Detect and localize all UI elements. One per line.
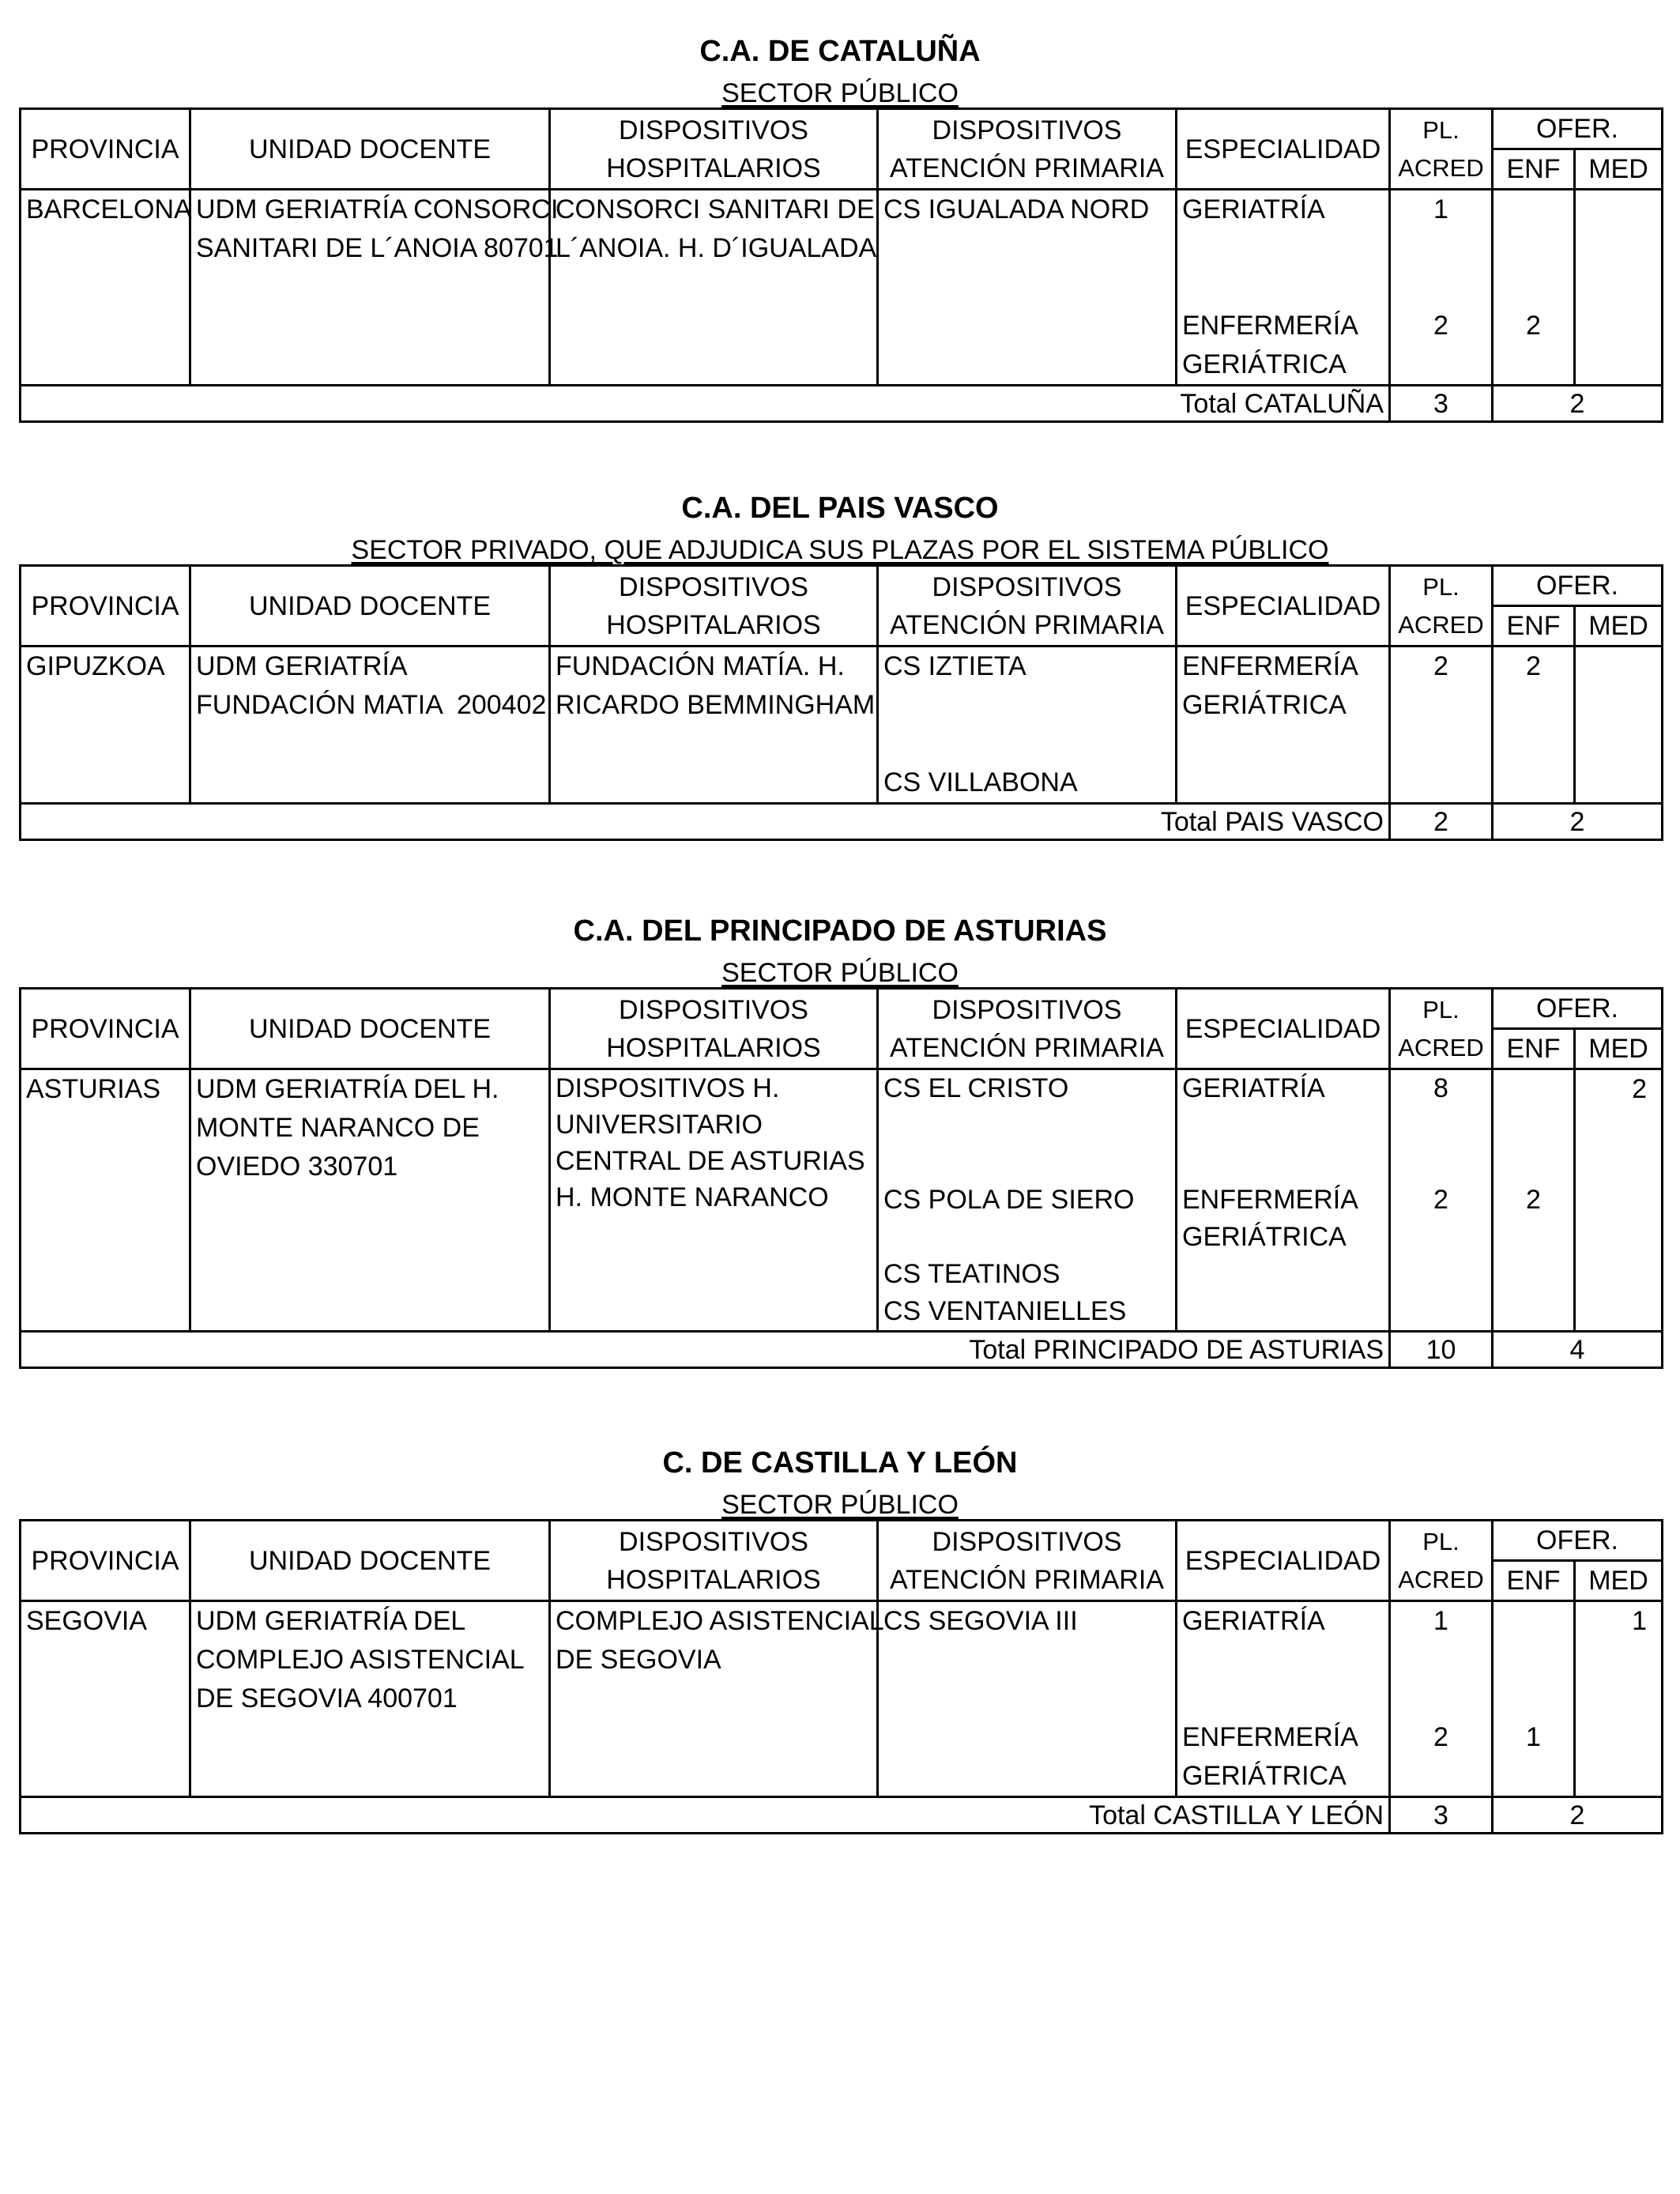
cell-especialidad: GERIATRÍA ENFERMERÍA GERIÁTRICA [1177, 1601, 1390, 1797]
cell-unidad-docente: UDM GERIATRÍA FUNDACIÓN MATIA 200402 [190, 647, 550, 804]
cell-provincia: BARCELONA [21, 190, 190, 386]
header-ofer: OFER. [1493, 566, 1663, 606]
total-ofer: 4 [1493, 1332, 1663, 1368]
cell-hospitalarios: FUNDACIÓN MATÍA. H. RICARDO BEMMINGHAM [550, 647, 878, 804]
total-acred: 3 [1390, 1797, 1493, 1834]
table-row [21, 1069, 1663, 1332]
section-title: C. DE CASTILLA Y LEÓN [662, 1446, 1018, 1480]
header-pl-acred: PL. ACRED [1390, 989, 1493, 1069]
header-especialidad: ESPECIALIDAD [1177, 1521, 1390, 1601]
cell-provincia: ASTURIAS [21, 1069, 190, 1332]
cell-acred: 8 2 [1390, 1069, 1493, 1332]
section-title: C.A. DEL PRINCIPADO DE ASTURIAS [573, 914, 1107, 948]
cell-especialidad: GERIATRÍA ENFERMERÍA GERIÁTRICA [1177, 1069, 1390, 1332]
total-acred: 3 [1390, 386, 1493, 422]
table-row [21, 190, 1663, 386]
header-med: MED [1575, 1029, 1663, 1069]
cell-enf: 2 [1493, 190, 1575, 386]
cell-atencion-primaria: CS SEGOVIA III [878, 1601, 1177, 1797]
header-pl-acred: PL. ACRED [1390, 109, 1493, 190]
section-cataluna [19, 33, 1661, 420]
header-provincia: PROVINCIA [21, 566, 190, 647]
cell-med [1575, 190, 1663, 386]
header-dispositivos-atencion-primaria: DISPOSITIVOS ATENCIÓN PRIMARIA [878, 109, 1177, 190]
total-row [21, 1797, 1663, 1834]
header-enf: ENF [1493, 1029, 1575, 1069]
section-title: C.A. DEL PAIS VASCO [681, 492, 999, 525]
cell-med [1575, 647, 1663, 804]
cell-enf: 2 [1493, 647, 1575, 804]
cell-med: 1 [1575, 1601, 1663, 1797]
header-especialidad: ESPECIALIDAD [1177, 566, 1390, 647]
sector-label: SECTOR PÚBLICO [721, 78, 959, 108]
header-unidad-docente: UNIDAD DOCENTE [190, 989, 550, 1069]
header-pl-acred: PL. ACRED [1390, 566, 1493, 647]
table-row [21, 647, 1663, 804]
total-row [21, 1332, 1663, 1368]
cell-med: 2 [1575, 1069, 1663, 1332]
cell-unidad-docente: UDM GERIATRÍA CONSORCI SANITARI DE L´ANOIA 80701 [190, 190, 550, 386]
cell-acred: 2 [1390, 647, 1493, 804]
header-med: MED [1575, 149, 1663, 190]
total-label: Total CATALUÑA [21, 386, 1390, 422]
plazas-table [19, 564, 1663, 841]
header-dispositivos-atencion-primaria: DISPOSITIVOS ATENCIÓN PRIMARIA [878, 566, 1177, 647]
header-especialidad: ESPECIALIDAD [1177, 989, 1390, 1069]
plazas-table [19, 987, 1663, 1369]
total-ofer: 2 [1493, 1797, 1663, 1834]
section-pais-vasco [19, 490, 1661, 838]
cell-enf: 1 [1493, 1601, 1575, 1797]
cell-unidad-docente: UDM GERIATRÍA DEL H. MONTE NARANCO DE OVIEDO 330701 [190, 1069, 550, 1332]
plazas-table [19, 107, 1663, 423]
total-row [21, 386, 1663, 422]
total-ofer: 2 [1493, 804, 1663, 840]
total-ofer: 2 [1493, 386, 1663, 422]
header-dispositivos-hospitalarios: DISPOSITIVOS HOSPITALARIOS [550, 566, 878, 647]
header-unidad-docente: UNIDAD DOCENTE [190, 566, 550, 647]
section-asturias [19, 913, 1661, 1371]
total-label: Total PAIS VASCO [21, 804, 1390, 840]
header-dispositivos-atencion-primaria: DISPOSITIVOS ATENCIÓN PRIMARIA [878, 1521, 1177, 1601]
cell-hospitalarios: CONSORCI SANITARI DE L´ANOIA. H. D´IGUALADA [550, 190, 878, 386]
sector-label: SECTOR PRIVADO, QUE ADJUDICA SUS PLAZAS POR EL SISTEMA PÚBLICO [351, 535, 1329, 565]
cell-acred: 1 2 [1390, 190, 1493, 386]
cell-atencion-primaria: CS IGUALADA NORD [878, 190, 1177, 386]
header-enf: ENF [1493, 1561, 1575, 1601]
header-dispositivos-atencion-primaria: DISPOSITIVOS ATENCIÓN PRIMARIA [878, 989, 1177, 1069]
section-title: C.A. DE CATALUÑA [699, 35, 981, 68]
header-enf: ENF [1493, 149, 1575, 190]
sector-label: SECTOR PÚBLICO [721, 1490, 959, 1520]
plazas-table [19, 1519, 1663, 1834]
header-enf: ENF [1493, 606, 1575, 647]
header-dispositivos-hospitalarios: DISPOSITIVOS HOSPITALARIOS [550, 989, 878, 1069]
header-especialidad: ESPECIALIDAD [1177, 109, 1390, 190]
header-ofer: OFER. [1493, 109, 1663, 149]
cell-provincia: SEGOVIA [21, 1601, 190, 1797]
header-unidad-docente: UNIDAD DOCENTE [190, 109, 550, 190]
cell-atencion-primaria: CS EL CRISTO CS POLA DE SIERO CS TEATINOS CS VENTANIELLES [878, 1069, 1177, 1332]
cell-unidad-docente: UDM GERIATRÍA DEL COMPLEJO ASISTENCIAL DE SEGOVIA 400701 [190, 1601, 550, 1797]
total-label: Total CASTILLA Y LEÓN [21, 1797, 1390, 1834]
cell-especialidad: ENFERMERÍA GERIÁTRICA [1177, 647, 1390, 804]
header-provincia: PROVINCIA [21, 989, 190, 1069]
cell-hospitalarios: COMPLEJO ASISTENCIAL DE SEGOVIA [550, 1601, 878, 1797]
header-dispositivos-hospitalarios: DISPOSITIVOS HOSPITALARIOS [550, 1521, 878, 1601]
cell-enf: 2 [1493, 1069, 1575, 1332]
header-ofer: OFER. [1493, 1521, 1663, 1561]
cell-hospitalarios: DISPOSITIVOS H. UNIVERSITARIO CENTRAL DE ASTURIAS H. MONTE NARANCO [550, 1069, 878, 1332]
table-row [21, 1601, 1663, 1797]
total-acred: 2 [1390, 804, 1493, 840]
header-pl-acred: PL. ACRED [1390, 1521, 1493, 1601]
sector-label: SECTOR PÚBLICO [721, 958, 959, 988]
header-provincia: PROVINCIA [21, 109, 190, 190]
header-med: MED [1575, 1561, 1663, 1601]
section-castilla-leon [19, 1445, 1661, 1840]
header-med: MED [1575, 606, 1663, 647]
total-acred: 10 [1390, 1332, 1493, 1368]
cell-atencion-primaria: CS IZTIETA CS VILLABONA [878, 647, 1177, 804]
header-provincia: PROVINCIA [21, 1521, 190, 1601]
total-row [21, 804, 1663, 840]
cell-acred: 1 2 [1390, 1601, 1493, 1797]
cell-provincia: GIPUZKOA [21, 647, 190, 804]
total-label: Total PRINCIPADO DE ASTURIAS [21, 1332, 1390, 1368]
header-ofer: OFER. [1493, 989, 1663, 1029]
header-dispositivos-hospitalarios: DISPOSITIVOS HOSPITALARIOS [550, 109, 878, 190]
header-unidad-docente: UNIDAD DOCENTE [190, 1521, 550, 1601]
cell-especialidad: GERIATRÍA ENFERMERÍA GERIÁTRICA [1177, 190, 1390, 386]
